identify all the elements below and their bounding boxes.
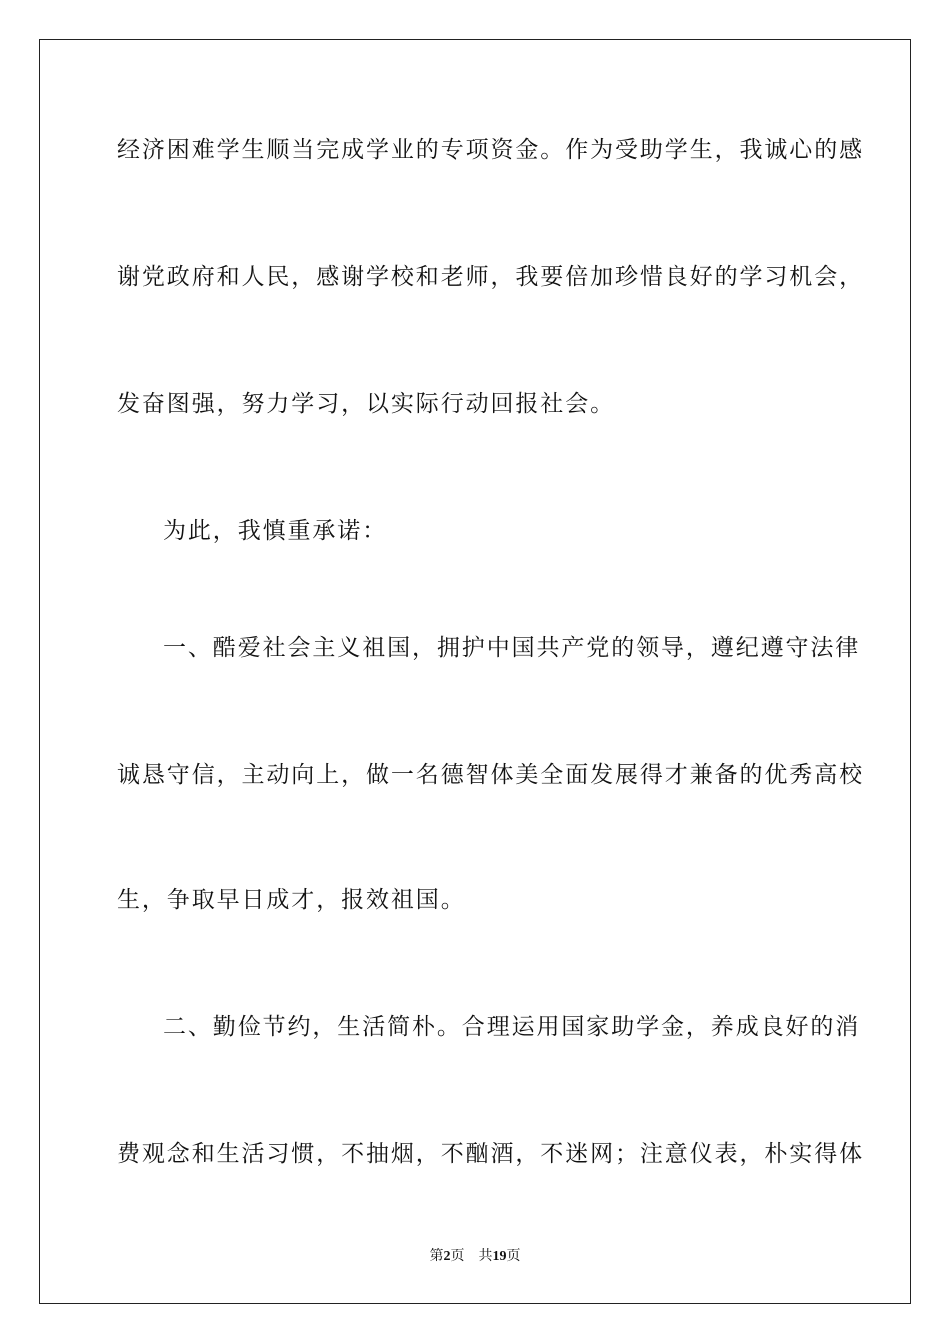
body-line-4: 为此，我慎重承诺：: [163, 518, 388, 544]
page-footer: [0, 1248, 950, 1266]
body-line-8: 二、勤俭节约，生活简朴。合理运用国家助学金，养成良好的消: [163, 1014, 861, 1040]
footer-total-prefix: 共: [478, 1249, 493, 1264]
footer-page-suffix: 页: [450, 1249, 465, 1264]
page-border: [39, 39, 911, 1304]
body-line-1: 经济困难学生顺当完成学业的专项资金。作为受助学生，我诚心的感: [117, 137, 864, 163]
body-line-3: 发奋图强，努力学习，以实际行动回报社会。: [117, 391, 615, 417]
footer-page-number: 2: [443, 1249, 451, 1264]
body-line-6: 诚恳守信，主动向上，做一名德智体美全面发展得才兼备的优秀高校: [117, 762, 864, 788]
body-line-2: 谢党政府和人民，感谢学校和老师，我要倍加珍惜良好的学习机会，: [117, 264, 864, 290]
footer-total-pages: 19: [492, 1249, 507, 1264]
body-line-5: 一、酷爱社会主义祖国，拥护中国共产党的领导，遵纪遵守法律: [163, 635, 861, 661]
body-line-9: 费观念和生活习惯，不抽烟，不酗酒，不迷网；注意仪表，朴实得体: [117, 1141, 864, 1167]
footer-total-suffix: 页: [506, 1249, 521, 1264]
body-line-7: 生，争取早日成才，报效祖国。: [117, 887, 466, 913]
footer-page-prefix: 第: [429, 1249, 444, 1264]
